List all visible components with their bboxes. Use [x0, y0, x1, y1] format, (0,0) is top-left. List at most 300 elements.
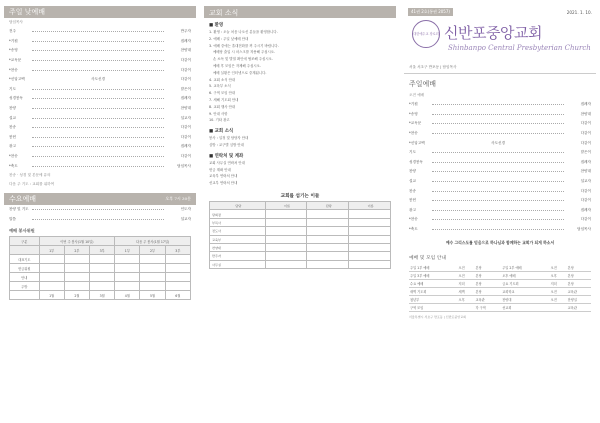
duty-cell	[39, 282, 64, 291]
news-line: 선교부 연락처 안내	[209, 181, 238, 186]
order-person: 다같이	[580, 121, 591, 126]
duty-cell	[64, 264, 89, 273]
staff-row	[210, 235, 391, 243]
staff-header: 이름	[265, 201, 307, 209]
schedule-cell: 오전	[550, 263, 567, 271]
dotted-leader	[32, 156, 164, 157]
news-line: 8. 교회 행사 안내	[209, 104, 236, 109]
schedule-cell: 오전	[457, 271, 474, 279]
dotted-leader	[432, 152, 564, 153]
order-person: 설교자	[180, 115, 191, 120]
order-row	[404, 167, 596, 177]
church-logo-area	[404, 18, 596, 64]
duty-cell	[115, 282, 140, 291]
order-label: *교독문	[9, 58, 22, 63]
staff-cell	[349, 235, 391, 243]
dotted-leader	[32, 127, 164, 128]
schedule-row	[409, 303, 591, 311]
dotted-leader	[32, 166, 164, 167]
dotted-leader	[432, 114, 564, 115]
morning-worship-header	[4, 6, 196, 18]
staff-cell	[307, 260, 349, 268]
schedule-cell: 오전	[457, 263, 474, 271]
morning-order	[4, 27, 196, 171]
order-row	[404, 206, 596, 216]
order-row	[404, 100, 596, 110]
staff-cell: 부목사	[210, 218, 266, 226]
wednesday-worship-title: 수요예배	[9, 194, 37, 203]
order-row	[404, 177, 596, 187]
order-person: 다같이	[180, 154, 191, 159]
staff-cell	[307, 227, 349, 235]
staff-cell	[307, 235, 349, 243]
schedule-cell: 본당	[567, 271, 591, 279]
order-label: 기도	[9, 86, 16, 91]
order-row	[4, 113, 196, 123]
schedule-row	[409, 279, 591, 287]
news-line: 봉사 : 일정 및 담당자 안내	[209, 136, 249, 141]
dotted-leader	[32, 118, 164, 119]
order-person: 다같이	[580, 198, 591, 203]
order-label: *신앙고백	[9, 77, 25, 82]
duty-cell	[115, 255, 140, 264]
duty-cell	[140, 273, 165, 282]
order-row	[4, 142, 196, 152]
order-label: *기원	[409, 102, 418, 107]
news-line: 7. 새해 기도회 안내	[209, 97, 239, 102]
order-person: 다같이	[180, 58, 191, 63]
order-label: 찬양	[409, 169, 416, 174]
masthead-bar	[404, 6, 596, 18]
news-line: 3. 예배 중에는 휴대전화를 꺼 주시기 바랍니다.	[209, 43, 279, 48]
order-row	[404, 196, 596, 206]
morning-note: 찬송 · 성경 및 본문에 유의	[9, 172, 51, 177]
order-label: 찬송	[9, 125, 16, 130]
schedule-row	[409, 271, 591, 279]
staff-cell	[265, 243, 307, 251]
order-label: 성경봉독	[9, 96, 23, 101]
schedule-cell: 선교회	[501, 303, 549, 311]
schedule-cell: 오후	[550, 271, 567, 279]
duty-header-category: 구분	[10, 237, 40, 246]
duty-cell	[165, 273, 190, 282]
duty-subheader: 3부	[165, 246, 190, 255]
dotted-leader	[432, 162, 564, 163]
staff-cell	[307, 210, 349, 218]
schedule-cell: 수요 예배	[409, 279, 457, 287]
order-label: 찬양 및 기도	[9, 207, 29, 212]
duty-subheader-row	[10, 246, 191, 255]
sunday-worship-title: 주일예배	[409, 80, 437, 88]
dotted-leader	[32, 146, 164, 147]
schedule-cell	[457, 303, 474, 311]
news-line: 손 소독 및 발열 확인에 협조해 주십시오.	[213, 57, 273, 62]
order-person: 찬양대	[180, 106, 191, 111]
duty-cell	[140, 282, 165, 291]
dotted-leader	[432, 210, 564, 211]
order-row	[4, 56, 196, 66]
order-row	[404, 186, 596, 196]
morning-note: 다음 주 기도 : 교회를 위하여	[9, 181, 55, 186]
duty-subheader: 3부	[90, 246, 115, 255]
order-person: 찬양대	[180, 48, 191, 53]
order-label: 찬송	[409, 188, 416, 193]
staff-cell: 찬양대	[210, 243, 266, 251]
duty-month: 1월	[39, 291, 64, 300]
order-row	[4, 75, 196, 85]
order-label: 성경봉독	[409, 159, 423, 164]
staff-row	[210, 210, 391, 218]
order-person: 담임목사	[177, 163, 191, 168]
order-label: *송영	[9, 48, 18, 53]
order-row	[4, 133, 196, 143]
dotted-leader	[32, 31, 164, 32]
church-name-english: Shinbanpo Central Presbyterian Church	[448, 44, 591, 52]
duty-cell	[165, 255, 190, 264]
dotted-leader	[32, 219, 164, 220]
staff-cell: 사무실	[210, 260, 266, 268]
news-line: 6. 구역 모임 안내	[209, 91, 236, 96]
order-row	[404, 129, 596, 139]
schedule-cell: 교육관	[567, 303, 591, 311]
order-person: 집례자	[580, 102, 591, 107]
staff-cell	[349, 260, 391, 268]
duty-row	[10, 273, 191, 282]
dotted-leader	[32, 209, 164, 210]
news-subheading-contact: ■ 연락처 및 계좌	[209, 153, 244, 159]
news-subheading-welcome: ■ 환영	[209, 23, 224, 28]
duty-cell	[140, 255, 165, 264]
duty-month: 3월	[90, 291, 115, 300]
staff-cell: 전도사	[210, 227, 266, 235]
schedule-cell: 금요 기도회	[501, 279, 549, 287]
staff-cell	[349, 210, 391, 218]
dotted-leader	[432, 123, 564, 124]
order-row	[4, 65, 196, 75]
dotted-leader	[32, 98, 164, 99]
order-label: *축도	[409, 227, 418, 232]
schedule-cell: 구역 모임	[409, 303, 457, 311]
order-row	[4, 205, 196, 215]
order-person: 다같이	[180, 125, 191, 130]
order-person: 다같이	[580, 140, 591, 145]
order-row	[404, 138, 596, 148]
dotted-leader	[432, 133, 564, 134]
staff-cell	[307, 218, 349, 226]
schedule-cell: 저녁	[457, 279, 474, 287]
duty-month: 4월	[115, 291, 140, 300]
right-panel	[404, 6, 596, 417]
schedule-cell: 찬양대	[501, 295, 549, 303]
news-subheading-church: ■ 교회 소식	[209, 129, 234, 135]
wednesday-order	[4, 205, 196, 224]
schedule-cell	[550, 303, 567, 311]
order-person: 집례자	[180, 38, 191, 43]
sunday-order	[404, 100, 596, 234]
schedule-cell: 주일 2부 예배	[501, 263, 549, 271]
dotted-leader	[432, 200, 564, 201]
footer-address: 서울특별시 서초구 반포동 | 신반포중앙교회	[409, 314, 466, 319]
schedule-cell: 교육관	[567, 287, 591, 295]
duty-cell: 안내	[10, 273, 40, 282]
staff-row	[210, 252, 391, 260]
church-news-header: 교회 소식	[204, 6, 396, 18]
order-content: 사도신경	[91, 77, 105, 82]
staff-cell	[265, 260, 307, 268]
staff-cell: 반주자	[210, 252, 266, 260]
middle-panel	[204, 6, 396, 417]
schedule-cell: 본당	[567, 263, 591, 271]
schedule-cell: 오후	[457, 295, 474, 303]
order-person: 설교자	[180, 216, 191, 221]
schedule-title: 예배 및 모임 안내	[409, 256, 447, 262]
duty-cell	[90, 264, 115, 273]
order-person: 집례자	[180, 96, 191, 101]
order-person: 담임목사	[577, 227, 591, 232]
staff-cell: 교육부	[210, 235, 266, 243]
news-line: 10. 기타 광고	[209, 118, 230, 123]
schedule-cell: 오전	[550, 295, 567, 303]
duty-row	[10, 255, 191, 264]
staff-header-row	[210, 201, 391, 209]
schedule-cell: 본당	[567, 279, 591, 287]
order-row	[4, 46, 196, 56]
staff-row	[210, 260, 391, 268]
staff-table	[209, 201, 391, 269]
news-line: 교회 사무실 연락처 안내	[209, 160, 245, 165]
news-line: 교육부 연락처 안내	[209, 174, 238, 179]
order-content: 사도신경	[491, 140, 505, 145]
staff-header: 이름	[349, 201, 391, 209]
dotted-leader	[432, 171, 564, 172]
order-label: 설교	[9, 115, 16, 120]
duty-row	[10, 264, 191, 273]
duty-subheader: 1부	[39, 246, 64, 255]
staff-cell	[307, 252, 349, 260]
schedule-cell: 저녁	[550, 279, 567, 287]
order-row	[4, 123, 196, 133]
duty-subheader	[10, 246, 40, 255]
dotted-leader	[32, 60, 164, 61]
schedule-cell: 교회학교	[501, 287, 549, 295]
order-label: 전주	[9, 29, 16, 34]
news-line: 예배당 출입 시 마스크를 착용해 주십시오.	[213, 50, 276, 55]
order-label: 말씀	[9, 216, 16, 221]
schedule-cell: 새벽	[457, 287, 474, 295]
staff-cell	[265, 252, 307, 260]
news-list-3	[204, 160, 396, 187]
dotted-leader	[32, 89, 164, 90]
duty-cell	[165, 264, 190, 273]
order-row	[404, 110, 596, 120]
schedule-cell: 찬양실	[567, 295, 591, 303]
order-label: *기원	[9, 38, 18, 43]
order-row	[404, 225, 596, 235]
order-row	[4, 215, 196, 225]
news-line: 심방 : 교구별 심방 안내	[209, 142, 244, 147]
dotted-leader	[432, 191, 564, 192]
staff-cell	[307, 243, 349, 251]
order-row	[404, 148, 596, 158]
news-line: 5. 교육부 소식	[209, 84, 231, 89]
staff-cell	[349, 252, 391, 260]
church-name-korean: 신반포중앙교회	[444, 24, 542, 42]
wednesday-worship-header	[4, 193, 196, 205]
order-label: 봉헌	[9, 134, 16, 139]
order-person: 반주자	[180, 29, 191, 34]
staff-row	[210, 227, 391, 235]
duty-cell	[140, 264, 165, 273]
bulletin-quote: 예수 그리스도를 믿음으로 하나님과 함께하는 교회가 되게 하소서	[445, 240, 555, 246]
news-line: 4. 교회 소식 안내	[209, 77, 236, 82]
dotted-leader	[32, 108, 164, 109]
dotted-leader	[32, 137, 164, 138]
staff-cell	[265, 210, 307, 218]
church-address: 서울 서초구 반포동 | 담임목사	[404, 64, 596, 74]
staff-cell	[265, 227, 307, 235]
schedule-row	[409, 263, 591, 271]
order-row	[4, 85, 196, 95]
order-label: *송영	[409, 111, 418, 116]
schedule-cell: 오전	[550, 287, 567, 295]
schedule-cell: 본당	[474, 271, 501, 279]
duty-cell	[165, 282, 190, 291]
duty-subheader: 2부	[64, 246, 89, 255]
duty-cell: 헌금위원	[10, 264, 40, 273]
order-label: 찬양	[9, 106, 16, 111]
order-label: *교독문	[409, 121, 422, 126]
news-line: 예배 후 모임은 자제해 주십시오.	[213, 63, 261, 68]
church-seal-text: 대한예수교 장로회	[413, 32, 439, 36]
staff-cell	[265, 218, 307, 226]
duty-month: 2월	[64, 291, 89, 300]
staff-cell	[265, 235, 307, 243]
duty-subheader: 2부	[140, 246, 165, 255]
order-person: 맡은이	[180, 86, 191, 91]
duty-cell	[90, 282, 115, 291]
order-person: 집례자	[580, 159, 591, 164]
schedule-cell: 오후 예배	[501, 271, 549, 279]
duty-cell	[115, 264, 140, 273]
staff-cell	[349, 227, 391, 235]
news-line: 예배 실황은 인터넷으로 중계됩니다.	[213, 70, 267, 75]
news-list	[204, 29, 396, 124]
order-person: 찬양대	[580, 169, 591, 174]
order-label: *찬송	[409, 217, 418, 222]
schedule-row	[409, 295, 591, 303]
duty-month: 6월	[165, 291, 190, 300]
staff-row	[210, 218, 391, 226]
order-label: *신앙고백	[409, 140, 425, 145]
order-label: 광고	[409, 207, 416, 212]
order-label: 기도	[409, 150, 416, 155]
order-label: *찬송	[409, 131, 418, 136]
sunday-worship-meta: 오전 예배	[409, 93, 425, 97]
order-label: *축도	[9, 163, 18, 168]
duty-cell	[64, 282, 89, 291]
schedule-cell: 본당	[474, 287, 501, 295]
morning-meta: 담임목사	[9, 20, 23, 24]
dotted-leader	[32, 50, 164, 51]
duty-header-next-week: 다음 주 봉사(1월 17일)	[115, 237, 191, 246]
schedule-table	[409, 263, 591, 312]
schedule-row	[409, 287, 591, 295]
dotted-leader	[32, 70, 164, 71]
duty-cell	[90, 255, 115, 264]
order-label: *찬송	[9, 67, 18, 72]
news-line: 1. 환영 : 오늘 처음 나오신 분들을 환영합니다.	[209, 30, 278, 34]
order-row	[4, 94, 196, 104]
schedule-cell: 본당	[474, 279, 501, 287]
duty-cell: 주방	[10, 282, 40, 291]
news-line: 9. 안내 사항	[209, 111, 228, 116]
dotted-leader	[32, 41, 164, 42]
duty-month-blank	[10, 291, 40, 300]
order-label: 광고	[9, 144, 16, 149]
staff-row	[210, 243, 391, 251]
church-seal-icon	[412, 20, 440, 48]
order-label: 봉헌	[409, 198, 416, 203]
wednesday-worship-time: 오후 7시 30분	[165, 195, 191, 201]
order-person: 다같이	[180, 77, 191, 82]
order-person: 설교자	[580, 179, 591, 184]
staff-header: 담당	[307, 201, 349, 209]
staff-cell	[349, 243, 391, 251]
duty-row	[10, 282, 191, 291]
order-row	[404, 158, 596, 168]
volume-badge: 41권 2호(통권 2057)	[408, 8, 453, 16]
duty-month: 5월	[140, 291, 165, 300]
order-row	[404, 215, 596, 225]
bulletin-date: 2021. 1. 10.	[566, 9, 592, 15]
duty-subheader: 1부	[115, 246, 140, 255]
staff-title: 교회를 섬기는 이들	[280, 193, 320, 199]
schedule-cell: 본당	[474, 263, 501, 271]
order-person: 다같이	[180, 67, 191, 72]
order-person: 집례자	[180, 144, 191, 149]
duty-cell	[90, 273, 115, 282]
duty-table	[9, 236, 191, 300]
schedule-cell: 청년부	[409, 295, 457, 303]
order-row	[4, 37, 196, 47]
schedule-cell: 주일 3부 예배	[409, 271, 457, 279]
order-label: *찬송	[9, 154, 18, 159]
order-person: 다같이	[580, 217, 591, 222]
duty-cell	[64, 255, 89, 264]
schedule-cell: 새벽 기도회	[409, 287, 457, 295]
duty-cell	[39, 264, 64, 273]
duty-months-row	[10, 291, 191, 300]
staff-cell	[349, 218, 391, 226]
order-person: 인도자	[180, 207, 191, 212]
order-person: 다같이	[180, 134, 191, 139]
staff-header: 담당	[210, 201, 266, 209]
staff-cell: 당회장	[210, 210, 266, 218]
order-row	[4, 161, 196, 171]
duty-cell	[115, 273, 140, 282]
duty-cell: 대표기도	[10, 255, 40, 264]
order-person: 다같이	[580, 131, 591, 136]
order-row	[4, 152, 196, 162]
news-line: 2. 예배 : 주일 낮예배 안내	[209, 36, 249, 41]
left-panel	[4, 6, 196, 417]
morning-notes	[4, 171, 196, 189]
dotted-leader	[432, 181, 564, 182]
schedule-cell: 주일 1부 예배	[409, 263, 457, 271]
order-row	[4, 27, 196, 37]
schedule-cell: 각 구역	[474, 303, 501, 311]
duty-title: 예배 봉사위원	[9, 228, 35, 234]
